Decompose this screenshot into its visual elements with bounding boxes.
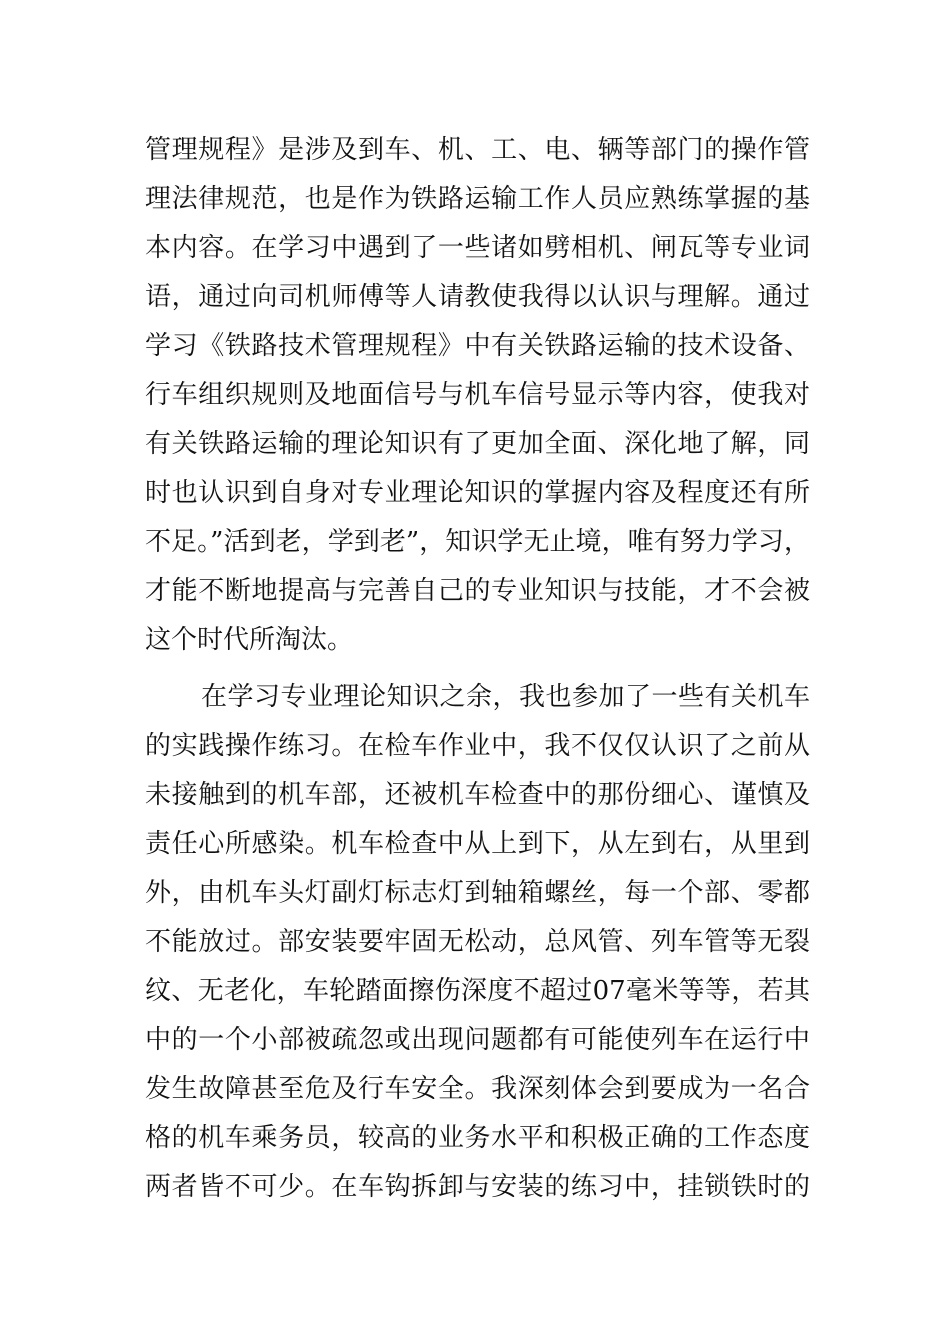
- paragraph-2: [145, 673, 810, 1212]
- paragraph-line: 这个时代所淘汰。: [145, 625, 354, 655]
- paragraph-line: 学习《铁路技术管理规程》中有关铁路运输的技术设备、: [145, 331, 810, 361]
- paragraph-line: 责任心所感染。机车检查中从上到下，从左到右，从里到: [145, 829, 810, 859]
- paragraph-line: 在学习专业理论知识之余，我也参加了一些有关机车: [201, 682, 810, 712]
- paragraph-line: 纹、无老化，车轮踏面擦伤深度不超过07毫米等等，若其: [145, 976, 810, 1006]
- paragraph-line: 才能不断地提高与完善自己的专业知识与技能，才不会被: [145, 576, 810, 606]
- paragraph-line: 格的机车乘务员，较高的业务水平和积极正确的工作态度: [145, 1123, 810, 1153]
- paragraph-line: 不能放过。部安装要牢固无松动，总风管、列车管等无裂: [145, 927, 810, 957]
- paragraph-line: 理法律规范，也是作为铁路运输工作人员应熟练掌握的基: [145, 184, 810, 214]
- paragraph-line: 中的一个小部被疏忽或出现问题都有可能使列车在运行中: [145, 1025, 810, 1055]
- paragraph-line: 发生故障甚至危及行车安全。我深刻体会到要成为一名合: [145, 1074, 810, 1104]
- paragraph-line: 不足。”活到老，学到老”，知识学无止境，唯有努力学习，: [145, 527, 810, 557]
- paragraph-line: 未接触到的机车部，还被机车检查中的那份细心、谨慎及: [145, 780, 810, 810]
- paragraph-line: 管理规程》是涉及到车、机、工、电、辆等部门的操作管: [145, 135, 810, 165]
- paragraph-line: 两者皆不可少。在车钩拆卸与安装的练习中，挂锁铁时的: [145, 1172, 810, 1202]
- paragraph-line: 的实践操作练习。在检车作业中，我不仅仅认识了之前从: [145, 731, 810, 761]
- paragraph-line: 有关铁路运输的理论知识有了更加全面、深化地了解，同: [145, 429, 810, 459]
- paragraph-1: [145, 126, 810, 665]
- paragraph-line: 行车组织规则及地面信号与机车信号显示等内容，使我对: [145, 380, 810, 410]
- paragraph-line: 时也认识到自身对专业理论知识的掌握内容及程度还有所: [145, 478, 810, 508]
- paragraph-line: 外，由机车头灯副灯标志灯到轴箱螺丝，每一个部、零都: [145, 878, 810, 908]
- paragraph-line: 语，通过向司机师傅等人请教使我得以认识与理解。通过: [145, 282, 810, 312]
- paragraph-line: 本内容。在学习中遇到了一些诸如劈相机、闸瓦等专业词: [145, 233, 810, 263]
